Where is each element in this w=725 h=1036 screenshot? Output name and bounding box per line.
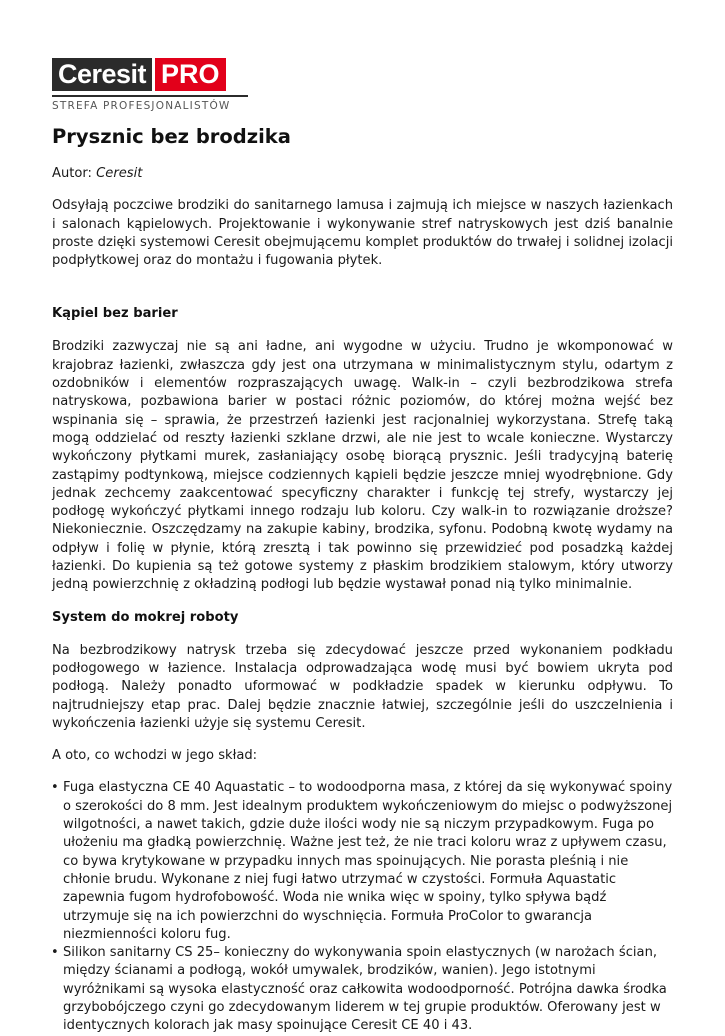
logo-ceresit-text: Ceresit xyxy=(52,58,152,91)
author-label: Autor: xyxy=(52,166,97,181)
intro-paragraph: Odsyłają poczciwe brodziki do sanitarnego lamusa i zajmują ich miejsce w naszych łazienkach i salonach kąpielowych. Projektowanie i wykonywanie stref natryskowych jest dziś banalnie proste dzięki systemowi Ceresit obejmującemu komplet produktów do trwałej i solidnej izolacji podpłytkowej oraz do montażu i fugowania płytek. xyxy=(52,198,673,269)
section-heading-bathing: Kąpiel bez barier xyxy=(52,306,178,322)
article xyxy=(52,124,673,1036)
section-paragraph-bathing: Brodziki zazwyczaj nie są ani ładne, ani wygodne w użyciu. Trudno je wkomponować w krajobraz łazienki, zwłaszcza gdy jest ona utrzymana w minimalistycznym stylu, odartym z ozdobników i elementów rozpraszających uwagę. Walk-in – czyli bezbrodzikowa strefa natryskowa, pozbawiona barier w postaci różnic poziomów, do której można wejść bez wspinania się – sprawia, że przestrzeń łazienki jest racjonalniej wykorzystana. Strefę taką mogą oddzielać od reszty łazienki szklane drzwi, ale nie jest to wcale konieczne. Wystarczy wykończony płytkami murek, zasłaniający osobę biorącą prysznic. Jeśli tradycyjną baterię zastąpimy podtynkową, miejsce codziennych kąpieli będzie jeszcze mniej wyodrębnione. Gdy jednak zechcemy zaakcentować specyficzny charakter i funkcję tej strefy, wystarczy jej podłogę wykończyć płytkami innego rodzaju lub koloru. Czy walk-in to rozwiązanie droższe? Niekoniecznie. Oszczędzamy na zakupie kabiny, brodzika, syfonu. Podobną kwotę wydamy na odpływ i folię w płynie, którą zresztą i tak powinno się przewidzieć pod posadzką każdej łazienki. Do kupienia są też gotowe systemy z płaskim brodzikiem stalowym, który utworzy jedną powierzchnię z okładziną podłogi lub będzie wystawał ponad nią tylko minimalnie. xyxy=(52,339,673,593)
ceresit-pro-logo xyxy=(52,58,248,112)
section-heading-system: System do mokrej roboty xyxy=(52,609,239,625)
list-intro: A oto, co wchodzi w jego skład: xyxy=(52,748,258,764)
logo-tagline: STREFA PROFESJONALISTÓW xyxy=(52,95,248,112)
page-title: Prysznic bez brodzika xyxy=(52,125,291,148)
logo-pro-badge: PRO xyxy=(155,58,226,91)
logo-wordmark xyxy=(52,58,248,91)
product-list xyxy=(52,779,673,1035)
list-item-ce40: • Fuga elastyczna CE 40 Aquastatic – to wodoodporna masa, z której da się wykonywać spoiny o szerokości do 8 mm. Jest idealnym produktem wykończeniowym do miejsc o podwyższonej wilgotności, a nawet takich, gdzie duże ilości wody nie są niczym przypadkowym. Fuga po ułożeniu ma gładką powierzchnię. Ważne jest też, że nie traci koloru wraz z upływem czasu, co bywa krytykowane w przypadku innych mas spoinujących. Nie porasta pleśnią i nie chłonie brudu. Wykonane z niej fugi łatwo utrzymać w czystości. Formuła Aquastatic zapewnia fugom hydrofobowość. Woda nie wnika więc w spoiny, tylko spływa bądź utrzymuje się na ich powierzchni do wyschnięcia. Formuła ProColor to gwarancja niezmienności koloru fug. xyxy=(52,779,673,944)
author-name: Ceresit xyxy=(96,166,143,181)
section-paragraph-system: Na bezbrodzikowy natrysk trzeba się zdecydować jeszcze przed wykonaniem podkładu podłogowego w łazience. Instalacja odprowadzająca wodę musi być bowiem ukryta pod podłogą. Należy ponadto uformować w podkładzie spadek w kierunku odpływu. To najtrudniejszy etap prac. Dalej będzie znacznie łatwiej, szczególnie jeśli do uszczelnienia i wykończenia łazienki użyje się systemu Ceresit. xyxy=(52,642,673,731)
list-item-cs25: • Silikon sanitarny CS 25– konieczny do wykonywania spoin elastycznych (w narożach ścian, między ścianami a podłogą, wokół umywalek, brodzików, wanien). Jego istotnymi wyróżnikami są wysoka elastyczność oraz całkowita wodoodporność. Potrójna dawka środka grzybobójczego czyni go zdecydowanym liderem w tej grupie produktów. Oferowany jest w identycznych kolorach jak masy spoinujące Ceresit CE 40 i 43. xyxy=(52,944,673,1035)
author-line xyxy=(52,165,673,183)
